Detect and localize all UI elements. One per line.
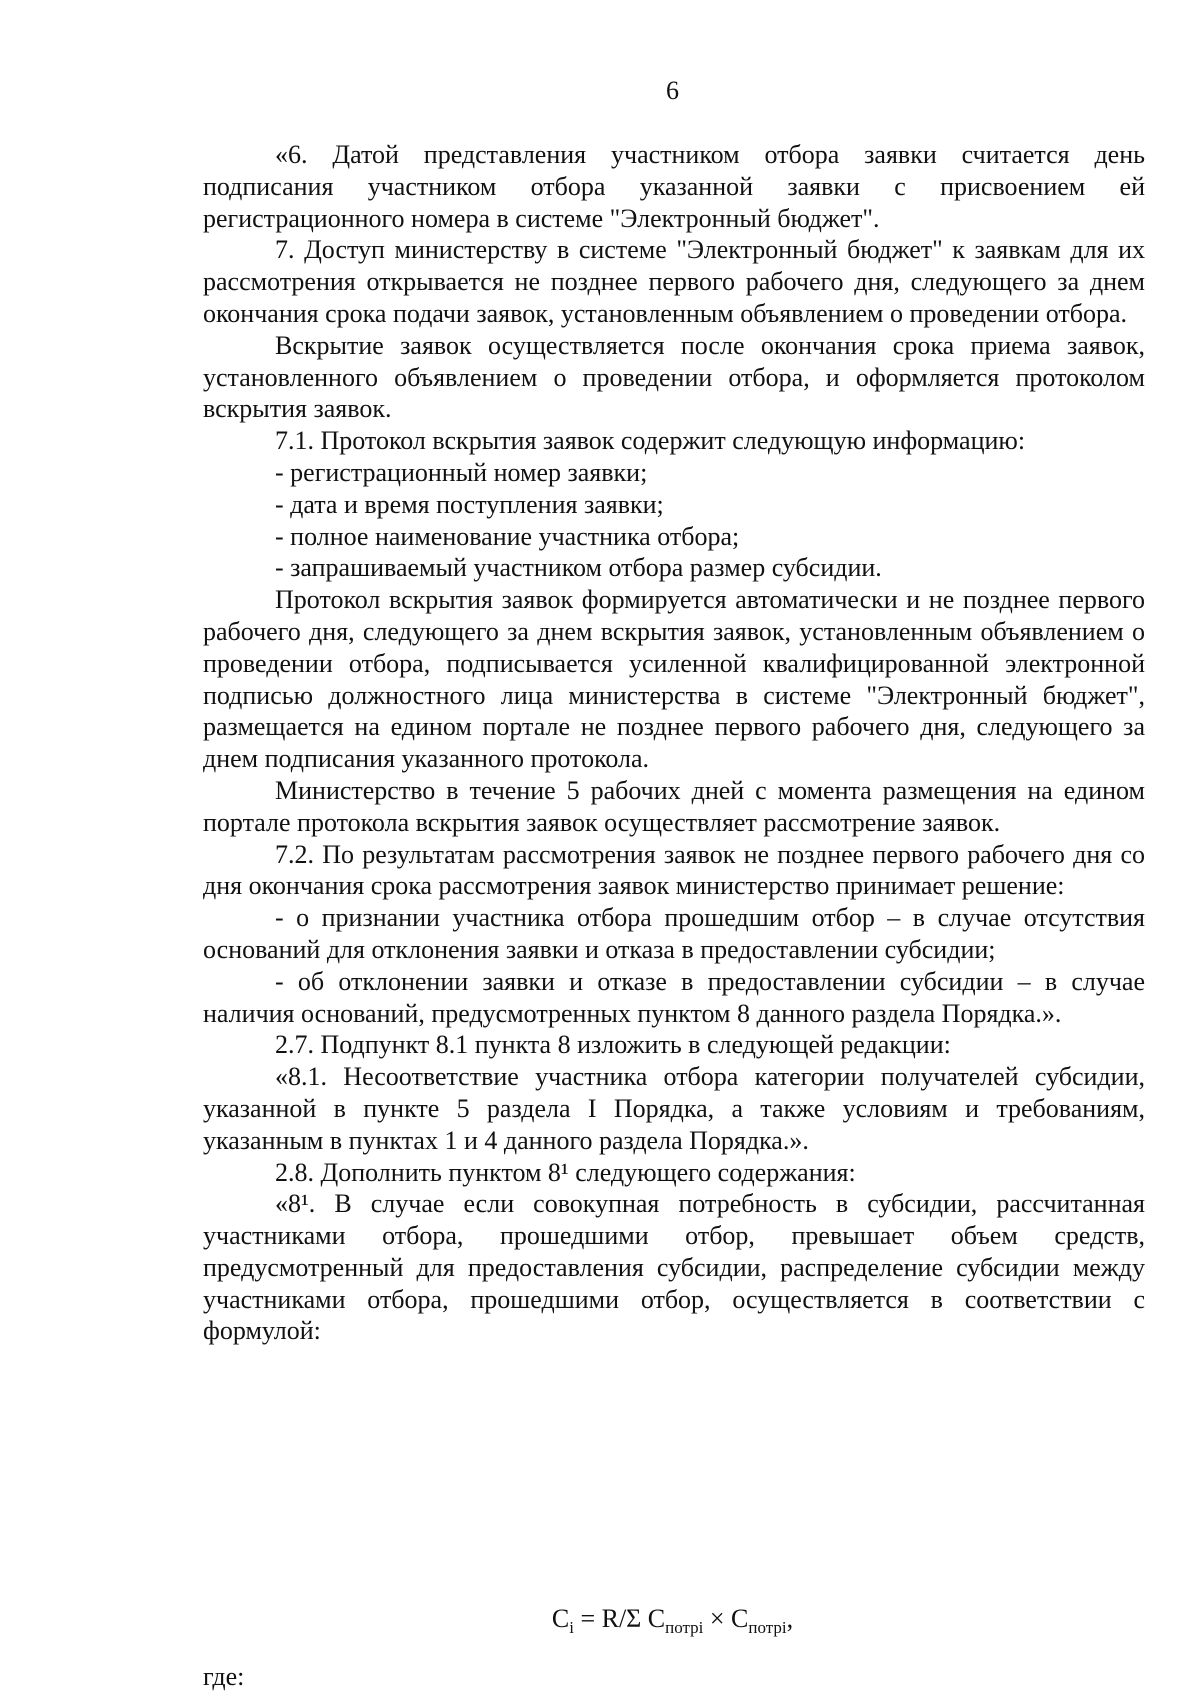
formula-lhs-subscript: i (569, 1618, 574, 1638)
paragraph: 2.8. Дополнить пунктом 8¹ следующего содержания: (275, 1157, 856, 1187)
list-item: - регистрационный номер заявки; (275, 457, 648, 487)
list-item: - о признании участника отбора прошедшим отбор – в случае отсутствия оснований для отклонения заявки и отказа в предоставлении субсидии; (203, 903, 1145, 964)
list-item: - дата и время поступления заявки; (275, 489, 664, 519)
paragraph: «8¹. В случае если совокупная потребность в субсидии, рассчитанная участниками отбора, прошедшими отбор, превышает объем средств, предусмотренный для предоставления субсидии, распределение субсидии между участниками отбора, прошедшими отбор, осуществляется в соответствии с формулой: (203, 1189, 1145, 1346)
list-item: - об отклонении заявки и отказе в предоставлении субсидии – в случае наличия оснований, предусмотренных пунктом 8 данного раздела Порядка.». (203, 966, 1145, 1028)
paragraph: Вскрытие заявок осуществляется после окончания срока приема заявок, установленного объявлением о проведении отбора, и оформляется протоколом вскрытия заявок. (203, 330, 1145, 424)
formula (0, 1604, 1200, 1638)
paragraph: 7.2. По результатам рассмотрения заявок не позднее первого рабочего дня со дня окончания срока рассмотрения заявок министерство принимает решение: (203, 839, 1145, 901)
formula-times: × C (703, 1604, 749, 1633)
paragraph: 7.1. Протокол вскрытия заявок содержит следующую информацию: (275, 426, 1026, 456)
formula-subscript: потрi (748, 1618, 787, 1638)
paragraph: Протокол вскрытия заявок формируется автоматически и не позднее первого рабочего дня, следующего за днем вскрытия заявок, установленным объявлением о проведении отбора, подписывается усиленной квалифицированной электронной подписью должностного лица министерства в системе "Электронный бюджет", размещается на едином портале не позднее первого рабочего дня, следующего за днем подписания указанного протокола. (203, 585, 1145, 774)
paragraph: «8.1. Несоответствие участника отбора категории получателей субсидии, указанной в пункте 5 раздела I Порядка, а также условиям и требованиям, указанным в пунктах 1 и 4 данного раздела Порядка.». (203, 1062, 1145, 1155)
document-body (203, 139, 1145, 1347)
page-number: 6 (666, 76, 679, 105)
paragraph: «6. Датой представления участником отбора заявки считается день подписания участником отбора указанной заявки с присвоением ей регистрационного номера в системе "Электронный бюджет". (203, 140, 1145, 233)
formula-middle: = R/Σ C (573, 1604, 666, 1633)
list-item: - полное наименование участника отбора; (275, 521, 740, 551)
where-label: где: (203, 1662, 245, 1691)
formula-tail: , (786, 1604, 794, 1633)
paragraph: 7. Доступ министерству в системе "Электронный бюджет" к заявкам для их рассмотрения открывается не позднее первого рабочего дня, следующего за днем окончания срока подачи заявок, установленным объявлением о проведении отбора. (203, 235, 1145, 328)
paragraph: Министерство в течение 5 рабочих дней с момента размещения на едином портале протокола вскрытия заявок осуществляет рассмотрение заявок. (203, 775, 1145, 837)
list-item: - запрашиваемый участником отбора размер субсидии. (275, 553, 882, 583)
formula-lhs: C (551, 1604, 570, 1633)
paragraph: 2.7. Подпункт 8.1 пункта 8 изложить в следующей редакции: (275, 1030, 951, 1060)
formula-subscript: потрi (665, 1618, 704, 1638)
